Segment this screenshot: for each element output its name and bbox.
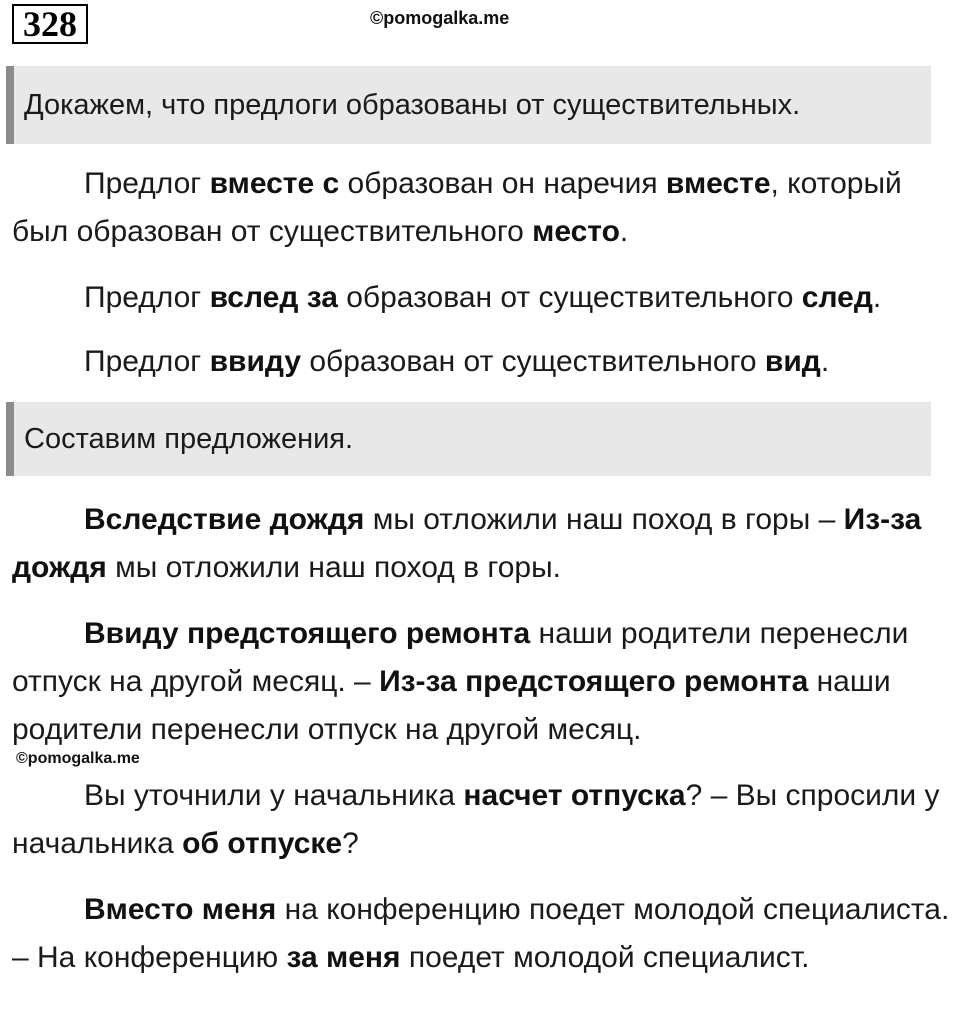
paragraph-vmeste-s	[12, 160, 957, 256]
text: .	[619, 215, 629, 248]
bold-term: вслед за	[209, 281, 338, 314]
section-heading-sentences	[6, 402, 931, 476]
paragraph-vvidu	[12, 338, 957, 386]
paragraph-vsled-za	[12, 274, 957, 322]
bold-term: насчет отпуска	[463, 779, 686, 812]
sentence-pair-conference	[12, 886, 957, 982]
watermark-middle: ©pomogalka.me	[16, 750, 140, 767]
text: мы отложили наш поход в горы –	[364, 503, 844, 536]
text: , который был образован от существительного	[12, 167, 902, 248]
bold-term: место	[532, 215, 620, 248]
text: ? – Вы спросили у начальника	[12, 779, 940, 860]
text: Предлог	[84, 345, 210, 378]
exercise-number: 328	[12, 4, 88, 44]
section-heading-text: Докажем, что предлоги образованы от существительных.	[24, 88, 801, 121]
text: наши родители перенесли отпуск на другой месяц.	[12, 665, 891, 746]
bold-term: ввиду	[209, 345, 302, 378]
bold-term: Вследствие дождя	[84, 503, 365, 536]
text: ?	[342, 827, 359, 860]
sentence-pair-rain	[12, 496, 957, 592]
bold-term: об отпуске	[182, 827, 343, 860]
text: .	[820, 345, 830, 378]
bold-term: Из-за дождя	[12, 503, 922, 584]
text: мы отложили наш поход в горы.	[106, 551, 561, 584]
section-heading-text: Составим предложения.	[24, 422, 354, 455]
section-heading-proof	[6, 66, 931, 144]
text: .	[872, 281, 882, 314]
bold-term: вид	[764, 345, 821, 378]
text: Предлог	[84, 281, 210, 314]
watermark-top: ©pomogalka.me	[370, 8, 510, 28]
bold-term: Вместо меня	[84, 893, 277, 926]
bold-term: за меня	[286, 941, 401, 974]
text: образован он наречия	[339, 167, 666, 200]
text: образован от существительного	[337, 281, 802, 314]
text: на конференцию поедет молодой специалиста. – На конференцию	[12, 893, 950, 974]
text: поедет молодой специалист.	[400, 941, 810, 974]
bold-term: Ввиду предстоящего ремонта	[84, 617, 531, 650]
sentence-pair-repair	[12, 610, 957, 754]
text: наши родители перенесли отпуск на другой месяц. –	[12, 617, 909, 698]
text: Вы уточнили у начальника	[84, 779, 464, 812]
bold-term: след	[801, 281, 873, 314]
text: образован от существительного	[301, 345, 765, 378]
bold-term: вместе с	[209, 167, 340, 200]
sentence-pair-vacation	[12, 772, 957, 868]
text: Предлог	[84, 167, 210, 200]
bold-term: Из-за предстоящего ремонта	[379, 665, 809, 698]
bold-term: вместе	[665, 167, 771, 200]
